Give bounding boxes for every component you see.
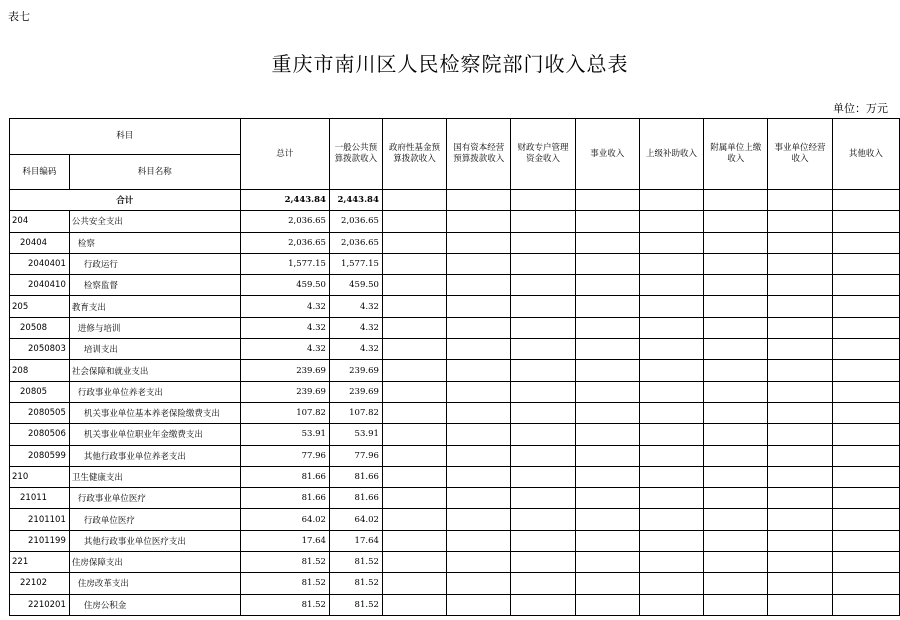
header-superior-subsidy: 上级补助收入: [639, 119, 703, 190]
name-cell: 住房公积金: [69, 594, 240, 615]
empty-cell: [575, 424, 639, 445]
empty-cell: [447, 317, 511, 338]
table-row: [10, 253, 900, 274]
empty-cell: [704, 573, 768, 594]
empty-cell: [575, 594, 639, 615]
empty-cell: [382, 445, 446, 466]
empty-cell: [382, 253, 446, 274]
empty-cell: [704, 190, 768, 211]
general-budget-cell: 81.52: [329, 594, 382, 615]
empty-cell: [639, 445, 703, 466]
name-cell: 行政事业单位养老支出: [69, 381, 240, 402]
general-budget-cell: 2,443.84: [329, 190, 382, 211]
total-cell: 17.64: [240, 530, 329, 551]
empty-cell: [382, 594, 446, 615]
general-budget-cell: 107.82: [329, 402, 382, 423]
name-cell: 社会保障和就业支出: [69, 360, 240, 381]
empty-cell: [447, 232, 511, 253]
empty-cell: [704, 275, 768, 296]
empty-cell: [768, 360, 832, 381]
empty-cell: [768, 509, 832, 530]
general-budget-cell: 81.66: [329, 466, 382, 487]
empty-cell: [832, 211, 899, 232]
total-cell: 459.50: [240, 275, 329, 296]
empty-cell: [832, 424, 899, 445]
empty-cell: [511, 232, 575, 253]
empty-cell: [639, 339, 703, 360]
empty-cell: [447, 296, 511, 317]
table-row: [10, 339, 900, 360]
empty-cell: [511, 296, 575, 317]
name-cell: 行政单位医疗: [69, 509, 240, 530]
empty-cell: [768, 530, 832, 551]
empty-cell: [639, 296, 703, 317]
empty-cell: [575, 509, 639, 530]
code-cell: 208: [10, 360, 70, 381]
empty-cell: [704, 253, 768, 274]
total-row: [10, 190, 900, 211]
empty-cell: [768, 296, 832, 317]
header-other: 其他收入: [832, 119, 899, 190]
empty-cell: [704, 339, 768, 360]
table-row: [10, 573, 900, 594]
empty-cell: [704, 360, 768, 381]
table-row: [10, 232, 900, 253]
total-cell: 239.69: [240, 381, 329, 402]
empty-cell: [382, 381, 446, 402]
empty-cell: [704, 211, 768, 232]
empty-cell: [575, 552, 639, 573]
empty-cell: [511, 573, 575, 594]
total-cell: 2,036.65: [240, 232, 329, 253]
empty-cell: [511, 552, 575, 573]
table-row: [10, 594, 900, 615]
total-cell: 4.32: [240, 317, 329, 338]
name-cell: 住房改革支出: [69, 573, 240, 594]
empty-cell: [639, 211, 703, 232]
page-title: 重庆市南川区人民检察院部门收入总表: [271, 52, 629, 76]
empty-cell: [511, 466, 575, 487]
empty-cell: [575, 381, 639, 402]
empty-cell: [575, 466, 639, 487]
empty-cell: [704, 530, 768, 551]
empty-cell: [704, 466, 768, 487]
empty-cell: [382, 466, 446, 487]
empty-cell: [832, 339, 899, 360]
table-row: [10, 466, 900, 487]
empty-cell: [511, 488, 575, 509]
code-cell: 2080506: [10, 424, 70, 445]
general-budget-cell: 81.52: [329, 573, 382, 594]
header-state-capital: 国有资本经营预算拨款收入: [447, 119, 511, 190]
code-cell: 2050803: [10, 339, 70, 360]
empty-cell: [704, 552, 768, 573]
empty-cell: [575, 402, 639, 423]
empty-cell: [639, 190, 703, 211]
empty-cell: [575, 445, 639, 466]
empty-cell: [639, 253, 703, 274]
code-cell: 205: [10, 296, 70, 317]
empty-cell: [832, 360, 899, 381]
code-cell: 20404: [10, 232, 70, 253]
empty-cell: [575, 339, 639, 360]
empty-cell: [768, 594, 832, 615]
empty-cell: [704, 594, 768, 615]
empty-cell: [382, 573, 446, 594]
header-business-operation: 事业单位经营收入: [768, 119, 832, 190]
header-general-budget: 一般公共预算拨款收入: [329, 119, 382, 190]
table-row: [10, 445, 900, 466]
empty-cell: [768, 381, 832, 402]
general-budget-cell: 239.69: [329, 381, 382, 402]
name-cell: 卫生健康支出: [69, 466, 240, 487]
empty-cell: [511, 211, 575, 232]
empty-cell: [832, 594, 899, 615]
total-cell: 81.66: [240, 488, 329, 509]
empty-cell: [447, 360, 511, 381]
code-cell: 21011: [10, 488, 70, 509]
total-cell: 81.52: [240, 573, 329, 594]
name-cell: 行政运行: [69, 253, 240, 274]
code-cell: 2101199: [10, 530, 70, 551]
code-cell: 2080599: [10, 445, 70, 466]
empty-cell: [832, 530, 899, 551]
code-cell: 2080505: [10, 402, 70, 423]
table-row: [10, 360, 900, 381]
empty-cell: [511, 381, 575, 402]
empty-cell: [575, 232, 639, 253]
name-cell: 住房保障支出: [69, 552, 240, 573]
empty-cell: [768, 552, 832, 573]
empty-cell: [575, 296, 639, 317]
empty-cell: [511, 190, 575, 211]
general-budget-cell: 81.52: [329, 552, 382, 573]
empty-cell: [575, 360, 639, 381]
empty-cell: [382, 488, 446, 509]
table-row: [10, 488, 900, 509]
total-cell: 81.66: [240, 466, 329, 487]
empty-cell: [832, 445, 899, 466]
name-cell: 行政事业单位医疗: [69, 488, 240, 509]
empty-cell: [768, 190, 832, 211]
total-cell: 2,443.84: [240, 190, 329, 211]
code-cell: 204: [10, 211, 70, 232]
empty-cell: [639, 232, 703, 253]
total-cell: 81.52: [240, 552, 329, 573]
empty-cell: [447, 552, 511, 573]
empty-cell: [639, 552, 703, 573]
total-cell: 4.32: [240, 339, 329, 360]
total-cell: 64.02: [240, 509, 329, 530]
empty-cell: [511, 275, 575, 296]
empty-cell: [639, 424, 703, 445]
empty-cell: [447, 253, 511, 274]
empty-cell: [447, 466, 511, 487]
total-cell: 77.96: [240, 445, 329, 466]
empty-cell: [639, 488, 703, 509]
total-label: 合计: [10, 190, 241, 211]
empty-cell: [511, 402, 575, 423]
general-budget-cell: 64.02: [329, 509, 382, 530]
code-cell: 20805: [10, 381, 70, 402]
empty-cell: [447, 339, 511, 360]
empty-cell: [639, 573, 703, 594]
empty-cell: [832, 488, 899, 509]
general-budget-cell: 53.91: [329, 424, 382, 445]
header-business: 事业收入: [575, 119, 639, 190]
total-cell: 1,577.15: [240, 253, 329, 274]
table-row: [10, 317, 900, 338]
table-row: [10, 402, 900, 423]
code-cell: 22102: [10, 573, 70, 594]
name-cell: 其他行政事业单位养老支出: [69, 445, 240, 466]
empty-cell: [447, 402, 511, 423]
empty-cell: [382, 552, 446, 573]
empty-cell: [447, 509, 511, 530]
empty-cell: [832, 232, 899, 253]
empty-cell: [575, 190, 639, 211]
code-cell: 2040410: [10, 275, 70, 296]
empty-cell: [382, 360, 446, 381]
empty-cell: [511, 360, 575, 381]
name-cell: 其他行政事业单位医疗支出: [69, 530, 240, 551]
empty-cell: [382, 190, 446, 211]
empty-cell: [704, 317, 768, 338]
empty-cell: [768, 424, 832, 445]
empty-cell: [639, 381, 703, 402]
code-cell: 210: [10, 466, 70, 487]
name-cell: 培训支出: [69, 339, 240, 360]
table-row: [10, 275, 900, 296]
empty-cell: [575, 317, 639, 338]
empty-cell: [447, 573, 511, 594]
empty-cell: [639, 317, 703, 338]
total-cell: 2,036.65: [240, 211, 329, 232]
code-cell: 2210201: [10, 594, 70, 615]
empty-cell: [575, 275, 639, 296]
empty-cell: [832, 381, 899, 402]
table-row: [10, 296, 900, 317]
empty-cell: [447, 594, 511, 615]
general-budget-cell: 239.69: [329, 360, 382, 381]
empty-cell: [382, 424, 446, 445]
empty-cell: [447, 424, 511, 445]
empty-cell: [447, 445, 511, 466]
empty-cell: [639, 360, 703, 381]
code-cell: 221: [10, 552, 70, 573]
table-row: [10, 552, 900, 573]
header-name: 科目名称: [69, 155, 240, 190]
name-cell: 机关事业单位职业年金缴费支出: [69, 424, 240, 445]
empty-cell: [382, 509, 446, 530]
empty-cell: [639, 594, 703, 615]
empty-cell: [704, 488, 768, 509]
general-budget-cell: 2,036.65: [329, 211, 382, 232]
empty-cell: [447, 381, 511, 402]
empty-cell: [832, 317, 899, 338]
general-budget-cell: 81.66: [329, 488, 382, 509]
empty-cell: [768, 573, 832, 594]
empty-cell: [639, 275, 703, 296]
empty-cell: [382, 232, 446, 253]
general-budget-cell: 4.32: [329, 317, 382, 338]
code-cell: 2101101: [10, 509, 70, 530]
empty-cell: [832, 253, 899, 274]
empty-cell: [382, 275, 446, 296]
empty-cell: [704, 402, 768, 423]
empty-cell: [447, 275, 511, 296]
empty-cell: [704, 509, 768, 530]
empty-cell: [768, 339, 832, 360]
empty-cell: [575, 573, 639, 594]
name-cell: 进修与培训: [69, 317, 240, 338]
empty-cell: [575, 253, 639, 274]
header-fiscal-special: 财政专户管理资金收入: [511, 119, 575, 190]
empty-cell: [704, 232, 768, 253]
general-budget-cell: 2,036.65: [329, 232, 382, 253]
empty-cell: [382, 211, 446, 232]
table-row: [10, 509, 900, 530]
empty-cell: [382, 339, 446, 360]
total-cell: 239.69: [240, 360, 329, 381]
header-affiliated: 附属单位上缴收入: [704, 119, 768, 190]
table-row: [10, 530, 900, 551]
name-cell: 检察监督: [69, 275, 240, 296]
empty-cell: [768, 253, 832, 274]
empty-cell: [832, 275, 899, 296]
table-row: [10, 381, 900, 402]
empty-cell: [511, 445, 575, 466]
code-cell: 20508: [10, 317, 70, 338]
empty-cell: [382, 530, 446, 551]
general-budget-cell: 1,577.15: [329, 253, 382, 274]
empty-cell: [447, 211, 511, 232]
header-subject: 科目: [10, 119, 241, 155]
empty-cell: [511, 317, 575, 338]
empty-cell: [382, 296, 446, 317]
total-cell: 107.82: [240, 402, 329, 423]
name-cell: 机关事业单位基本养老保险缴费支出: [69, 402, 240, 423]
table-row: [10, 424, 900, 445]
empty-cell: [511, 424, 575, 445]
empty-cell: [511, 594, 575, 615]
header-code: 科目编码: [10, 155, 70, 190]
general-budget-cell: 17.64: [329, 530, 382, 551]
general-budget-cell: 4.32: [329, 339, 382, 360]
empty-cell: [575, 530, 639, 551]
empty-cell: [447, 530, 511, 551]
empty-cell: [382, 317, 446, 338]
income-summary-table: [9, 118, 900, 616]
empty-cell: [704, 381, 768, 402]
table-number-label: 表七: [8, 10, 30, 23]
empty-cell: [704, 445, 768, 466]
empty-cell: [575, 488, 639, 509]
total-cell: 4.32: [240, 296, 329, 317]
empty-cell: [768, 445, 832, 466]
empty-cell: [768, 466, 832, 487]
empty-cell: [832, 466, 899, 487]
empty-cell: [832, 296, 899, 317]
empty-cell: [704, 424, 768, 445]
empty-cell: [511, 530, 575, 551]
empty-cell: [639, 509, 703, 530]
empty-cell: [511, 253, 575, 274]
empty-cell: [639, 466, 703, 487]
name-cell: 教育支出: [69, 296, 240, 317]
header-gov-fund: 政府性基金预算拨款收入: [382, 119, 446, 190]
empty-cell: [704, 296, 768, 317]
general-budget-cell: 4.32: [329, 296, 382, 317]
unit-label: 单位：万元: [833, 102, 888, 115]
empty-cell: [832, 190, 899, 211]
total-cell: 53.91: [240, 424, 329, 445]
empty-cell: [511, 339, 575, 360]
empty-cell: [768, 211, 832, 232]
empty-cell: [639, 402, 703, 423]
empty-cell: [382, 402, 446, 423]
empty-cell: [447, 488, 511, 509]
empty-cell: [639, 530, 703, 551]
empty-cell: [447, 190, 511, 211]
total-cell: 81.52: [240, 594, 329, 615]
empty-cell: [768, 488, 832, 509]
empty-cell: [768, 275, 832, 296]
empty-cell: [832, 509, 899, 530]
empty-cell: [832, 402, 899, 423]
general-budget-cell: 77.96: [329, 445, 382, 466]
empty-cell: [832, 573, 899, 594]
code-cell: 2040401: [10, 253, 70, 274]
header-total: 总计: [240, 119, 329, 190]
general-budget-cell: 459.50: [329, 275, 382, 296]
empty-cell: [768, 317, 832, 338]
name-cell: 公共安全支出: [69, 211, 240, 232]
empty-cell: [575, 211, 639, 232]
empty-cell: [768, 402, 832, 423]
empty-cell: [768, 232, 832, 253]
empty-cell: [832, 552, 899, 573]
name-cell: 检察: [69, 232, 240, 253]
table-row: [10, 211, 900, 232]
empty-cell: [511, 509, 575, 530]
